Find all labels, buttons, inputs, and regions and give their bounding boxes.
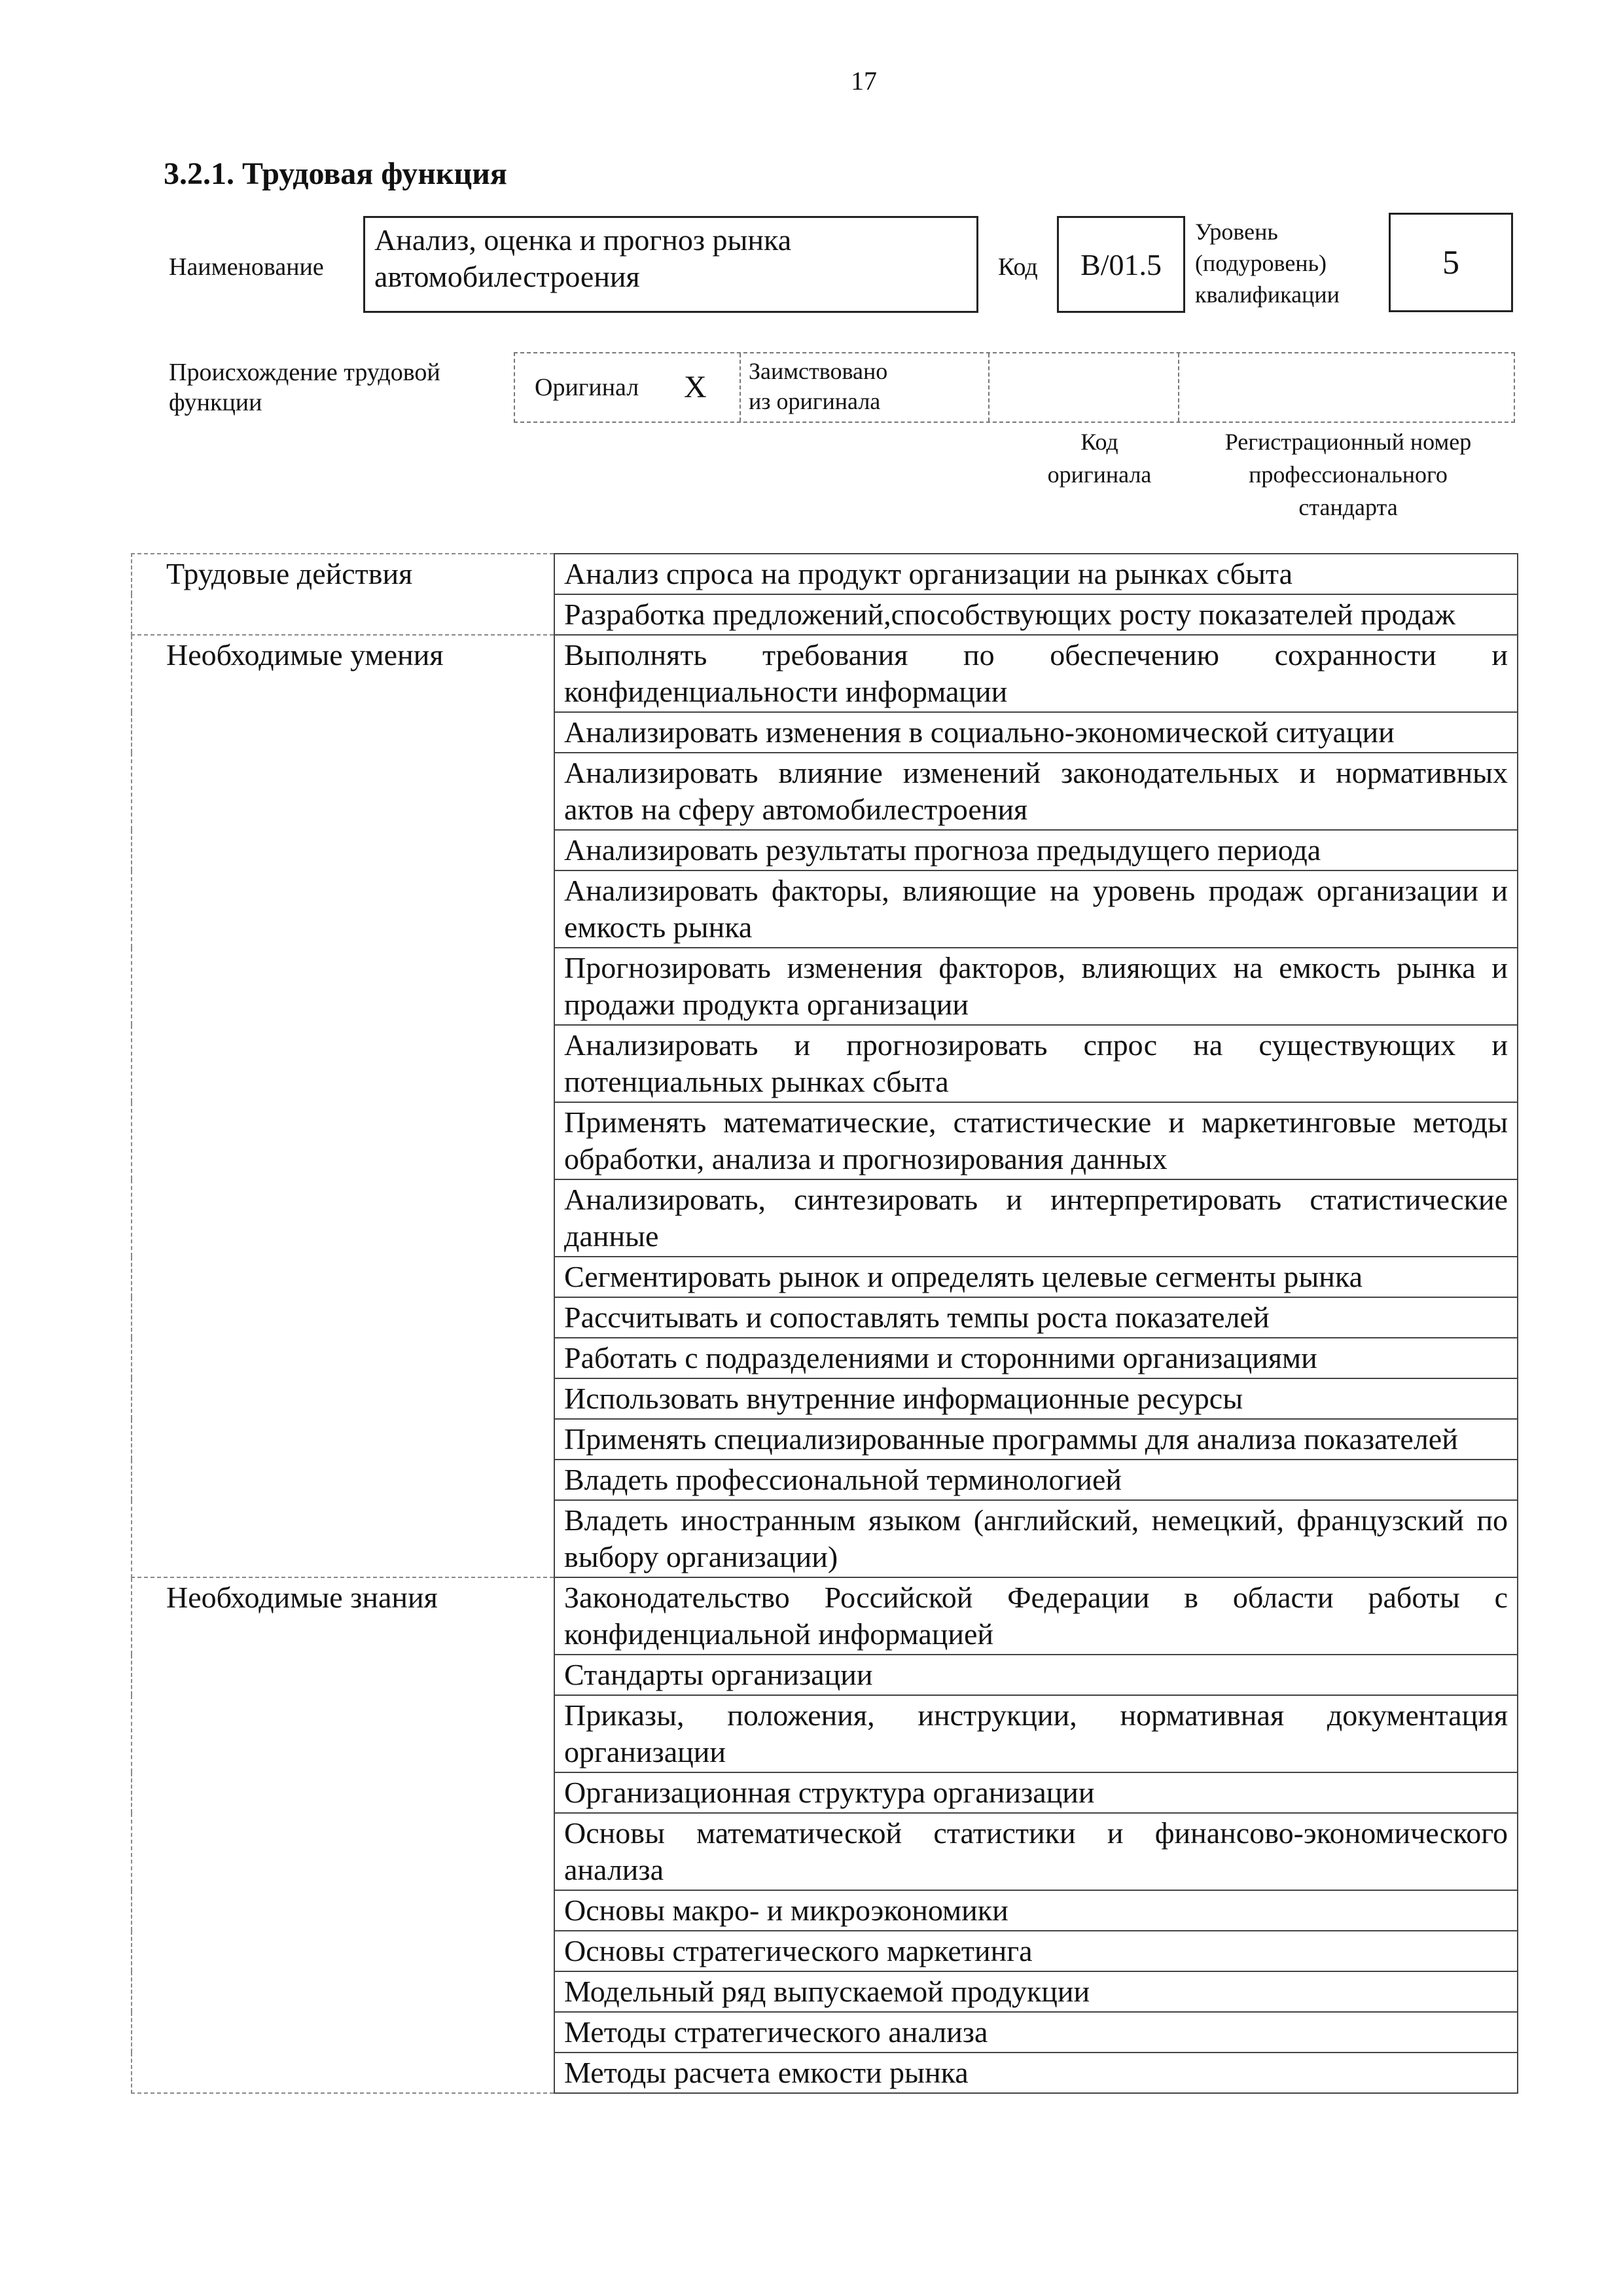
borrowed-line-2: из оригинала [749,388,881,414]
section-item-cell: Анализ спроса на продукт организации на рынках сбыта [554,554,1518,594]
details-body [132,554,1518,2093]
section-item-cell: Анализировать результаты прогноза предыдущего периода [554,830,1518,870]
table-row [132,1577,1518,1655]
section-item-cell: Использовать внутренние информационные ресурсы [554,1378,1518,1419]
function-details-table [131,553,1518,2094]
borrowed-line-1: Заимствовано [749,358,888,384]
original-label: Оригинал [535,374,639,401]
code-original-caption [1034,425,1165,491]
qualification-level-box [1389,213,1513,312]
section-item-cell: Законодательство Российской Федерации в области работы с конфиденциальной информацией [554,1577,1518,1655]
reg-number-caption [1178,425,1518,524]
section-item-cell: Сегментировать рынок и определять целевые сегменты рынка [554,1257,1518,1297]
section-category-cell: Необходимые знания [132,1577,554,2093]
original-mark: X [684,370,707,404]
function-name-line-1: Анализ, оценка и прогноз рынка [374,223,792,257]
section-item-cell: Анализировать факторы, влияющие на уровень продаж организации и емкость рынка [554,870,1518,948]
page-number: 17 [851,66,877,96]
table-row [132,554,1518,594]
section-category-cell: Необходимые умения [132,635,554,1577]
level-label-line-3: квалификации [1195,281,1340,308]
name-label: Наименование [169,253,324,281]
origin-label [169,357,440,418]
section-item-cell: Работать с подразделениями и сторонними организациями [554,1338,1518,1378]
section-item-cell: Разработка предложений,способствующих росту показателей продаж [554,594,1518,635]
code-label: Код [998,253,1038,281]
reg-line-2: профессионального [1249,461,1448,488]
section-item-cell: Анализировать, синтезировать и интерпретировать статистические данные [554,1179,1518,1257]
table-row [132,635,1518,712]
origin-label-line-2: функции [169,389,262,416]
section-item-cell: Основы стратегического маркетинга [554,1931,1518,1971]
section-item-cell: Модельный ряд выпускаемой продукции [554,1971,1518,2012]
section-item-cell: Стандарты организации [554,1655,1518,1695]
qualification-level-value: 5 [1442,243,1459,281]
section-item-cell: Владеть иностранным языком (английский, немецкий, французский по выбору организации) [554,1500,1518,1577]
origin-reg-number-cell [1179,353,1514,422]
section-item-cell: Применять специализированные программы для анализа показателей [554,1419,1518,1460]
code-value-box [1057,216,1185,313]
section-item-cell: Основы макро- и микроэкономики [554,1890,1518,1931]
borrowed-label [749,356,887,416]
section-item-cell: Выполнять требования по обеспечению сохранности и конфиденциальности информации [554,635,1518,712]
origin-label-line-1: Происхождение трудовой [169,359,440,386]
reg-line-3: стандарта [1298,494,1398,520]
code-original-line-2: оригинала [1047,461,1152,488]
origin-original-cell [515,353,741,422]
function-name-box [363,216,978,313]
section-item-cell: Анализировать изменения в социально-экономической ситуации [554,712,1518,753]
origin-row [514,352,1515,423]
section-item-cell: Владеть профессиональной терминологией [554,1460,1518,1500]
origin-code-cell [990,353,1179,422]
section-item-cell: Приказы, положения, инструкции, нормативная документация организации [554,1695,1518,1772]
section-item-cell: Анализировать влияние изменений законодательных и нормативных актов на сферу автомобилестроения [554,753,1518,830]
section-item-cell: Организационная структура организации [554,1772,1518,1813]
section-category-cell: Трудовые действия [132,554,554,635]
level-label-line-2: (подуровень) [1195,250,1327,276]
section-item-cell: Методы стратегического анализа [554,2012,1518,2053]
section-item-cell: Основы математической статистики и финансово-экономического анализа [554,1813,1518,1890]
section-item-cell: Применять математические, статистические и маркетинговые методы обработки, анализа и прогнозирования данных [554,1102,1518,1179]
function-name-line-2: автомобилестроения [374,260,640,293]
section-title: 3.2.1. Трудовая функция [164,156,507,191]
code-original-line-1: Код [1080,429,1118,455]
section-item-cell: Рассчитывать и сопоставлять темпы роста показателей [554,1297,1518,1338]
code-value: B/01.5 [1080,247,1162,281]
qualification-level-label [1195,216,1340,310]
section-item-cell: Анализировать и прогнозировать спрос на существующих и потенциальных рынках сбыта [554,1025,1518,1102]
reg-line-1: Регистрационный номер [1224,429,1472,455]
origin-borrowed-cell [741,353,990,422]
section-item-cell: Методы расчета емкости рынка [554,2053,1518,2093]
level-label-line-1: Уровень [1195,219,1278,245]
section-item-cell: Прогнозировать изменения факторов, влияющих на емкость рынка и продажи продукта организации [554,948,1518,1025]
